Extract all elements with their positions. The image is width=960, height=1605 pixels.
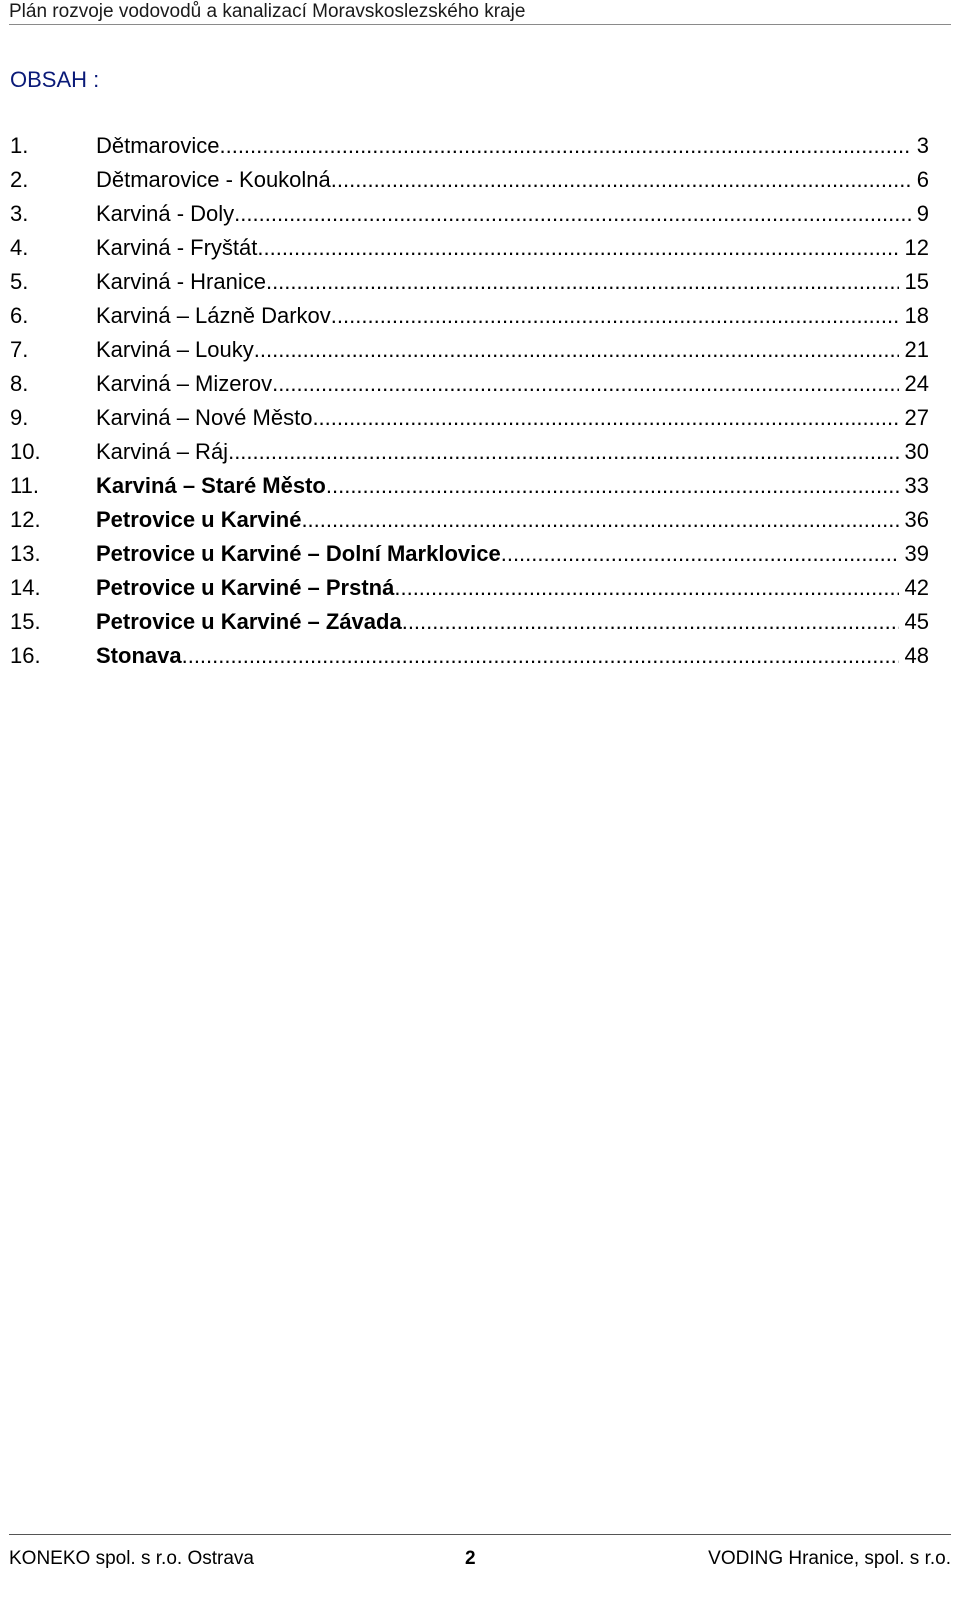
toc-entry-title[interactable]: Karviná - Hranice xyxy=(96,269,266,294)
toc-entry-page[interactable]: 39 xyxy=(904,541,929,566)
toc-dot-leader xyxy=(394,571,898,605)
toc-entry-title-wrap xyxy=(96,435,899,469)
toc-entry[interactable] xyxy=(10,367,929,401)
toc-entry-page[interactable]: 21 xyxy=(904,337,929,362)
toc-entry-title-wrap xyxy=(96,129,911,163)
toc-entry-title[interactable]: Karviná - Fryštát xyxy=(96,235,258,260)
toc-entry-number: 8. xyxy=(10,371,29,396)
toc-entry-page[interactable]: 9 xyxy=(916,201,929,226)
toc-entry-number: 12. xyxy=(10,507,41,532)
toc-entry-number: 11. xyxy=(10,473,39,498)
footer-company-left: KONEKO spol. s r.o. Ostrava xyxy=(9,1548,254,1569)
toc-entry-title-wrap xyxy=(96,537,899,571)
toc-entry-number: 16. xyxy=(10,643,41,668)
toc-entry[interactable] xyxy=(10,265,929,299)
toc-entry-title-wrap xyxy=(96,231,899,265)
toc-entry[interactable] xyxy=(10,639,929,673)
toc-entry-title-wrap xyxy=(96,401,899,435)
toc-entry-number: 10. xyxy=(10,439,41,464)
toc-entry-title[interactable]: Dětmarovice xyxy=(96,133,220,158)
toc-entry-page[interactable]: 48 xyxy=(904,643,929,668)
toc-entry-title[interactable]: Karviná – Staré Město xyxy=(96,473,326,498)
table-of-contents xyxy=(10,129,929,673)
toc-dot-leader xyxy=(402,605,899,639)
toc-dot-leader xyxy=(272,367,898,401)
toc-entry[interactable] xyxy=(10,571,929,605)
toc-entry-page[interactable]: 33 xyxy=(904,473,929,498)
toc-dot-leader xyxy=(219,129,910,163)
page-number: 2 xyxy=(465,1548,476,1569)
toc-entry[interactable] xyxy=(10,129,929,163)
toc-dot-leader xyxy=(326,469,899,503)
toc-entry-number: 7. xyxy=(10,337,29,362)
toc-entry-number: 4. xyxy=(10,235,29,260)
page-footer xyxy=(9,1534,951,1569)
toc-entry-title[interactable]: Karviná – Lázně Darkov xyxy=(96,303,331,328)
toc-entry[interactable] xyxy=(10,401,929,435)
toc-entry-number: 15. xyxy=(10,609,41,634)
toc-entry-title-wrap xyxy=(96,571,899,605)
toc-entry[interactable] xyxy=(10,197,929,231)
toc-dot-leader xyxy=(228,435,898,469)
toc-entry-title-wrap xyxy=(96,639,899,673)
toc-entry-page[interactable]: 18 xyxy=(904,303,929,328)
toc-entry-number: 1. xyxy=(10,133,29,158)
toc-entry-title[interactable]: Dětmarovice - Koukolná xyxy=(96,167,331,192)
toc-entry-number: 14. xyxy=(10,575,41,600)
toc-entry-title-wrap xyxy=(96,367,899,401)
toc-heading: OBSAH : xyxy=(10,67,100,92)
toc-entry-title[interactable]: Petrovice u Karviné – Závada xyxy=(96,609,402,634)
toc-entry-number: 2. xyxy=(10,167,29,192)
toc-entry-page[interactable]: 12 xyxy=(904,235,929,260)
toc-entry-title-wrap xyxy=(96,163,911,197)
toc-entry-title[interactable]: Petrovice u Karviné – Dolní Marklovice xyxy=(96,541,501,566)
toc-dot-leader xyxy=(257,231,898,265)
toc-entry-title[interactable]: Petrovice u Karviné xyxy=(96,507,302,532)
toc-entry-title-wrap xyxy=(96,333,899,367)
toc-entry-title-wrap xyxy=(96,503,899,537)
toc-entry[interactable] xyxy=(10,503,929,537)
toc-entry-page[interactable]: 6 xyxy=(916,167,929,192)
toc-entry-title-wrap xyxy=(96,197,911,231)
toc-entry-title[interactable]: Stonava xyxy=(96,643,182,668)
toc-dot-leader xyxy=(501,537,899,571)
toc-entry[interactable] xyxy=(10,605,929,639)
document-title: Plán rozvoje vodovodů a kanalizací Moravskoslezského kraje xyxy=(9,1,526,22)
toc-entry-title[interactable]: Petrovice u Karviné – Prstná xyxy=(96,575,395,600)
toc-entry[interactable] xyxy=(10,469,929,503)
toc-dot-leader xyxy=(234,197,911,231)
toc-entry-title-wrap xyxy=(96,265,899,299)
toc-entry[interactable] xyxy=(10,163,929,197)
toc-dot-leader xyxy=(254,333,899,367)
toc-entry-title[interactable]: Karviná - Doly xyxy=(96,201,235,226)
toc-entry-title[interactable]: Karviná – Ráj xyxy=(96,439,229,464)
toc-entry-title[interactable]: Karviná – Nové Město xyxy=(96,405,313,430)
toc-entry[interactable] xyxy=(10,299,929,333)
toc-entry-page[interactable]: 30 xyxy=(904,439,929,464)
toc-entry-page[interactable]: 42 xyxy=(904,575,929,600)
toc-dot-leader xyxy=(182,639,899,673)
toc-entry-title-wrap xyxy=(96,469,899,503)
toc-dot-leader xyxy=(266,265,899,299)
toc-entry[interactable] xyxy=(10,231,929,265)
toc-entry-page[interactable]: 24 xyxy=(904,371,929,396)
toc-dot-leader xyxy=(301,503,898,537)
toc-entry-title[interactable]: Karviná – Mizerov xyxy=(96,371,273,396)
toc-entry-title[interactable]: Karviná – Louky xyxy=(96,337,254,362)
toc-entry-page[interactable]: 3 xyxy=(916,133,929,158)
toc-entry-number: 6. xyxy=(10,303,29,328)
toc-entry-number: 3. xyxy=(10,201,29,226)
footer-company-right: VODING Hranice, spol. s r.o. xyxy=(708,1548,951,1569)
toc-entry-title-wrap xyxy=(96,605,899,639)
toc-entry-title-wrap xyxy=(96,299,899,333)
running-header xyxy=(9,0,951,25)
toc-entry-number: 13. xyxy=(10,541,41,566)
toc-entry-page[interactable]: 27 xyxy=(904,405,929,430)
toc-entry-page[interactable]: 15 xyxy=(904,269,929,294)
toc-entry-number: 5. xyxy=(10,269,29,294)
toc-dot-leader xyxy=(312,401,898,435)
toc-entry-number: 9. xyxy=(10,405,29,430)
toc-dot-leader xyxy=(331,163,911,197)
toc-entry-page[interactable]: 36 xyxy=(904,507,929,532)
toc-entry[interactable] xyxy=(10,537,929,571)
toc-entry[interactable] xyxy=(10,435,929,469)
toc-dot-leader xyxy=(331,299,899,333)
toc-entry-page[interactable]: 45 xyxy=(904,609,929,634)
toc-entry[interactable] xyxy=(10,333,929,367)
